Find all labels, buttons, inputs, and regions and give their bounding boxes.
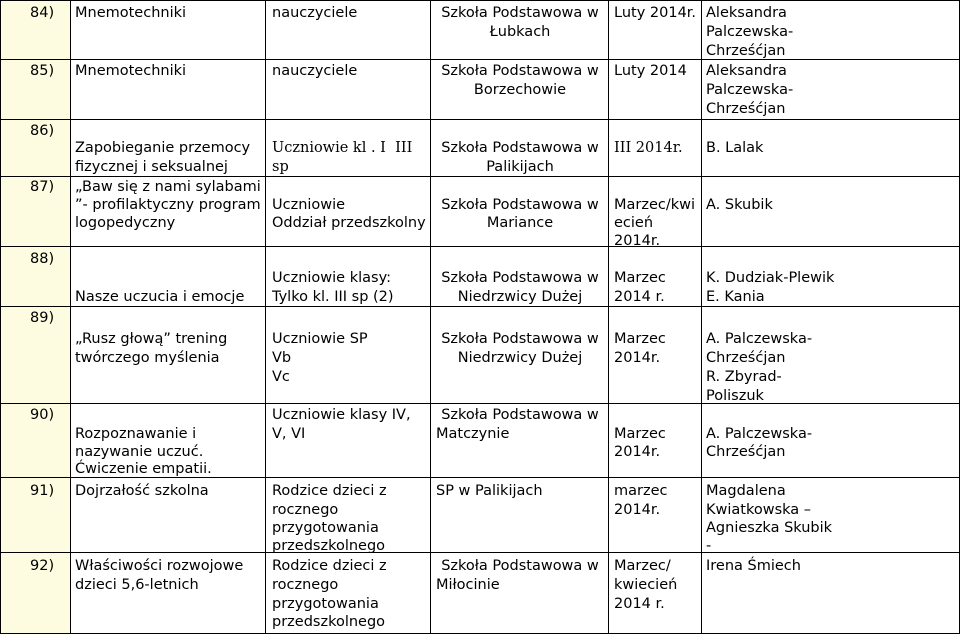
audience-cell: Tylko kl. III sp (2) xyxy=(272,289,394,305)
audience-cell: Rodzice dzieci z xyxy=(272,558,387,574)
person-cell: Kwiatkowska – xyxy=(706,502,812,518)
person-cell: Irena Śmiech xyxy=(706,558,801,574)
date-cell: 2014 r. xyxy=(614,289,665,305)
audience-cell: rocznego xyxy=(272,502,339,518)
place-cell: Szkoła Podstawowa w xyxy=(441,558,599,574)
row-number: 87) xyxy=(30,179,55,195)
audience-cell: V, VI xyxy=(272,426,306,442)
topic-cell: Mnemotechniki xyxy=(75,5,187,21)
row-border xyxy=(0,403,960,404)
row-number: 91) xyxy=(30,483,55,499)
audience-cell: Oddział przedszkolny xyxy=(272,215,426,231)
date-cell: 2014 r. xyxy=(614,596,665,612)
topic-cell: Rozpoznawanie i xyxy=(75,426,197,442)
date-cell: 2014r. xyxy=(614,350,661,366)
audience-cell: nauczyciele xyxy=(272,5,358,21)
place-cell: Miłocinie xyxy=(436,577,500,593)
row-border xyxy=(0,0,960,1)
date-cell: ecień xyxy=(614,215,654,231)
person-cell: Magdalena xyxy=(706,483,786,499)
column-border xyxy=(70,0,71,634)
row-number: 84) xyxy=(30,5,55,21)
topic-cell: nazywanie uczuć. xyxy=(75,444,204,460)
person-cell: A. Palczewska- xyxy=(706,331,813,347)
date-cell: Marzec/ xyxy=(614,558,671,574)
person-cell: R. Zbyrad- xyxy=(706,369,782,385)
date-cell: Marzec xyxy=(614,426,666,442)
row-border xyxy=(0,246,960,247)
person-cell: Chrześćjan xyxy=(706,350,786,366)
person-cell: A. Palczewska- xyxy=(706,426,813,442)
row-number: 88) xyxy=(30,251,55,267)
topic-cell: Dojrzałość szkolna xyxy=(75,483,209,499)
place-cell: Szkoła Podstawowa w xyxy=(441,407,599,423)
person-cell: Chrześćjan xyxy=(706,43,786,59)
audience-cell: nauczyciele xyxy=(272,63,358,79)
audience-cell: przygotowania xyxy=(272,596,379,612)
row-number: 89) xyxy=(30,310,55,326)
person-cell: K. Dudziak-Plewik xyxy=(706,270,835,286)
row-border xyxy=(0,552,960,553)
place-cell: Palikijach xyxy=(486,159,554,175)
audience-cell: Vc xyxy=(272,369,290,385)
date-cell: Luty 2014 xyxy=(614,63,687,79)
audience-cell: Uczniowie SP xyxy=(272,331,368,347)
person-cell: Chrześćjan xyxy=(706,101,786,117)
audience-cell: przedszkolnego xyxy=(272,538,386,554)
place-cell: Niedrzwicy Dużej xyxy=(457,289,583,305)
topic-cell: dzieci 5,6-letnich xyxy=(75,577,199,593)
place-cell: Borzechowie xyxy=(473,82,567,98)
place-cell: Mariance xyxy=(486,215,554,231)
audience-cell: przygotowania xyxy=(272,520,379,536)
place-cell: Szkoła Podstawowa w xyxy=(441,270,599,286)
topic-cell: fizycznej i seksualnej xyxy=(75,159,228,175)
column-border xyxy=(430,0,431,634)
place-cell: Łubkach xyxy=(489,24,551,40)
row-number: 90) xyxy=(30,407,55,423)
person-cell: A. Skubik xyxy=(706,197,773,213)
date-cell: Marzec xyxy=(614,331,666,347)
row-border xyxy=(0,119,960,120)
date-cell: marzec xyxy=(614,483,668,499)
person-cell: Aleksandra xyxy=(706,63,787,79)
person-cell: Aleksandra xyxy=(706,5,787,21)
date-cell: 2014r. xyxy=(614,502,661,518)
topic-cell: „Baw się z nami sylabami xyxy=(75,179,261,195)
date-cell: kwiecień xyxy=(614,577,678,593)
audience-cell: Uczniowie klasy: xyxy=(272,270,391,286)
audience-cell: Uczniowie kl . I III xyxy=(272,140,413,156)
person-cell: Palczewska- xyxy=(706,24,794,40)
topic-cell: Mnemotechniki xyxy=(75,63,187,79)
audience-cell: Uczniowie xyxy=(272,197,346,213)
person-cell: - xyxy=(706,538,712,554)
row-number: 85) xyxy=(30,63,55,79)
person-cell: Agnieszka Skubik xyxy=(706,520,833,536)
row-number: 92) xyxy=(30,558,55,574)
audience-cell: rocznego xyxy=(272,577,339,593)
topic-cell: Ćwiczenie empatii. xyxy=(75,461,212,477)
row-border xyxy=(0,59,960,60)
topic-cell: „Rusz głową” trening xyxy=(75,331,228,347)
topic-cell: Nasze uczucia i emocje xyxy=(75,289,245,305)
date-cell: 2014r. xyxy=(614,444,661,460)
topic-cell: ”- profilaktyczny program xyxy=(75,197,261,213)
place-cell: Matczynie xyxy=(436,426,510,442)
place-cell: SP w Palikijach xyxy=(436,483,543,499)
column-border xyxy=(701,0,702,634)
place-cell: Szkoła Podstawowa w xyxy=(441,197,599,213)
date-cell: Luty 2014r. xyxy=(614,5,697,21)
topic-cell: Właściwości rozwojowe xyxy=(75,558,244,574)
date-cell: 2014r. xyxy=(614,233,661,249)
audience-cell: Rodzice dzieci z xyxy=(272,483,387,499)
date-cell: Marzec/kwi xyxy=(614,197,696,213)
audience-cell: Vb xyxy=(272,350,292,366)
person-cell: Palczewska- xyxy=(706,82,794,98)
person-cell: E. Kania xyxy=(706,289,765,305)
topic-cell: twórczego myślenia xyxy=(75,350,220,366)
person-cell: B. Lalak xyxy=(706,140,764,156)
place-cell: Szkoła Podstawowa w xyxy=(441,140,599,156)
date-cell: Marzec xyxy=(614,270,666,286)
column-border xyxy=(265,0,266,634)
person-cell: Chrześćjan xyxy=(706,444,786,460)
column-border xyxy=(608,0,609,634)
audience-cell: przedszkolnego xyxy=(272,614,386,630)
date-cell: III 2014r. xyxy=(614,140,683,156)
column-border xyxy=(0,0,1,634)
topic-cell: logopedyczny xyxy=(75,215,176,231)
place-cell: Niedrzwicy Dużej xyxy=(457,350,583,366)
place-cell: Szkoła Podstawowa w xyxy=(441,331,599,347)
topic-cell: Zapobieganie przemocy xyxy=(75,140,251,156)
row-number: 86) xyxy=(30,123,55,139)
person-cell: Poliszuk xyxy=(706,388,764,404)
place-cell: Szkoła Podstawowa w xyxy=(441,5,599,21)
audience-cell: Uczniowie klasy IV, xyxy=(272,407,411,423)
place-cell: Szkoła Podstawowa w xyxy=(441,63,599,79)
audience-cell: sp xyxy=(272,159,289,175)
